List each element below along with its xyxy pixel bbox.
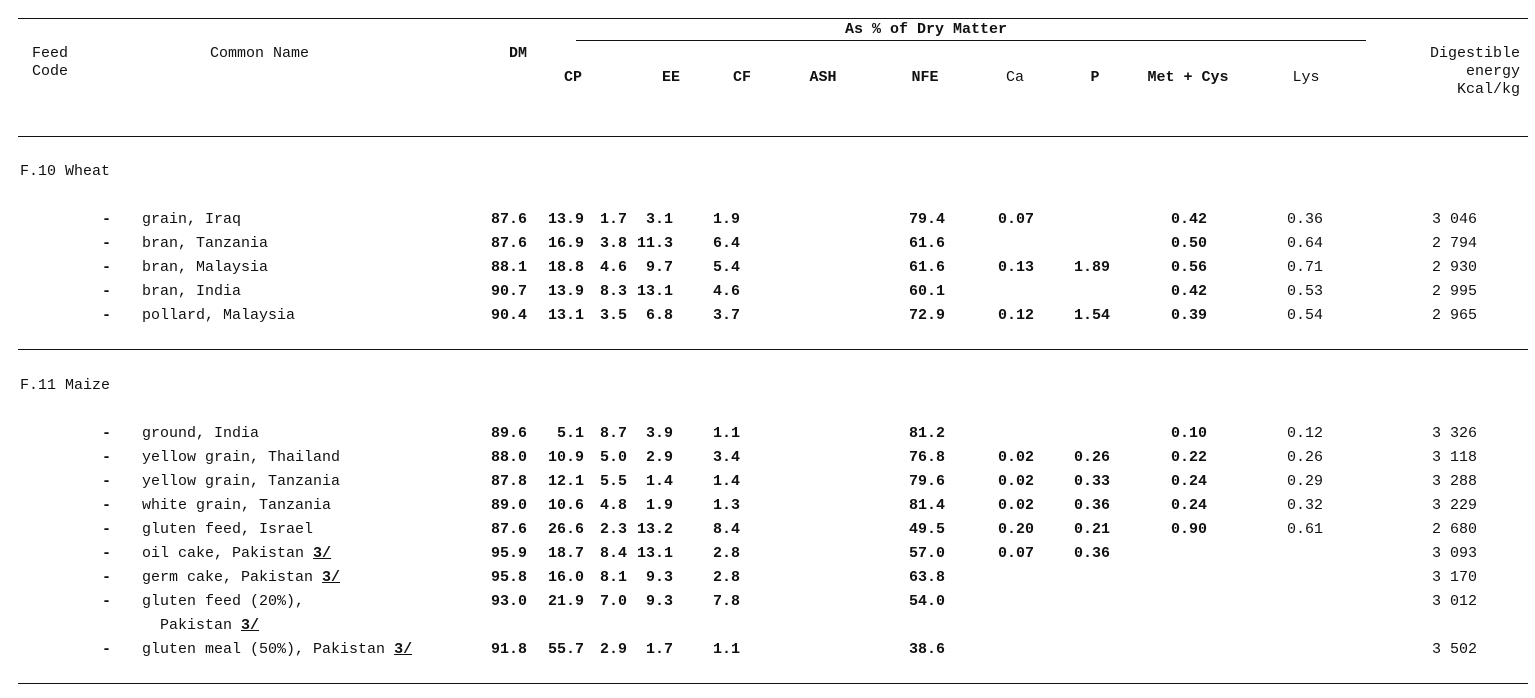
cell-nfe: 57.0 xyxy=(908,545,945,562)
cell-p: 0.36 xyxy=(1073,497,1110,514)
cell-digestible-energy: 3 288 xyxy=(1431,473,1477,490)
cell-p: 0.36 xyxy=(1073,545,1110,562)
column-header-cf: CF xyxy=(732,69,751,86)
cell-cp: 10.9 xyxy=(547,449,584,466)
cell-met-cys: 0.50 xyxy=(1170,235,1207,252)
row-dash: - xyxy=(102,211,112,228)
row-dash: - xyxy=(102,473,112,490)
row-name-text: gluten feed (20%), xyxy=(142,593,305,610)
column-header-ee: EE xyxy=(661,69,680,86)
cell-met-cys: 0.24 xyxy=(1170,473,1207,490)
row-common-name xyxy=(142,569,340,587)
cell-ash: 4.6 xyxy=(712,283,740,300)
cell-p: 0.21 xyxy=(1073,521,1110,538)
cell-digestible-energy: 2 794 xyxy=(1431,235,1477,252)
row-dash: - xyxy=(102,641,112,658)
row-name-text: bran, Tanzania xyxy=(142,235,269,252)
cell-dm: 88.1 xyxy=(490,259,527,276)
row-common-name xyxy=(142,497,331,515)
header-de-line1: Digestible xyxy=(1429,45,1520,62)
cell-cp: 13.9 xyxy=(547,211,584,228)
cell-ca: 0.02 xyxy=(997,473,1034,490)
row-name-text: germ cake, Pakistan xyxy=(142,569,314,586)
cell-cf: 1.7 xyxy=(645,641,673,658)
row-common-name xyxy=(142,211,241,229)
row-dash: - xyxy=(102,521,112,538)
cell-met-cys: 0.42 xyxy=(1170,283,1207,300)
cell-met-cys: 0.10 xyxy=(1170,425,1207,442)
header-feed-code-line1: Feed xyxy=(32,45,69,62)
cell-nfe: 61.6 xyxy=(908,259,945,276)
cell-lys: 0.29 xyxy=(1286,473,1323,490)
cell-p: 1.54 xyxy=(1073,307,1110,324)
cell-cf: 9.3 xyxy=(645,569,673,586)
row-common-name xyxy=(142,259,268,277)
cell-cp: 13.1 xyxy=(547,307,584,324)
row-dash: - xyxy=(102,235,112,252)
cell-cp: 5.1 xyxy=(556,425,584,442)
cell-cf: 3.1 xyxy=(645,211,673,228)
section-divider-rule xyxy=(18,349,1528,350)
header-de-line3: Kcal/kg xyxy=(1456,81,1520,98)
cell-ash: 3.7 xyxy=(712,307,740,324)
row-common-name xyxy=(142,545,331,563)
cell-ash: 3.4 xyxy=(712,449,740,466)
cell-nfe: 72.9 xyxy=(908,307,945,324)
row-name-text: yellow grain, Thailand xyxy=(142,449,341,466)
cell-cp: 16.9 xyxy=(547,235,584,252)
cell-met-cys: 0.90 xyxy=(1170,521,1207,538)
cell-ee: 5.0 xyxy=(599,449,627,466)
header-dm: DM xyxy=(509,45,528,62)
cell-ca: 0.07 xyxy=(997,545,1034,562)
cell-cf: 3.9 xyxy=(645,425,673,442)
cell-nfe: 60.1 xyxy=(908,283,945,300)
cell-ash: 2.8 xyxy=(712,545,740,562)
cell-nfe: 79.4 xyxy=(908,211,945,228)
cell-dm: 95.9 xyxy=(490,545,527,562)
cell-dm: 95.8 xyxy=(490,569,527,586)
cell-digestible-energy: 2 995 xyxy=(1431,283,1477,300)
row-common-name xyxy=(142,641,412,659)
cell-lys: 0.32 xyxy=(1286,497,1323,514)
cell-cf: 6.8 xyxy=(645,307,673,324)
section-title: F.11 Maize xyxy=(20,377,111,394)
cell-cp: 16.0 xyxy=(547,569,584,586)
cell-p: 0.26 xyxy=(1073,449,1110,466)
cell-digestible-energy: 3 502 xyxy=(1431,641,1477,658)
cell-cp: 55.7 xyxy=(547,641,584,658)
cell-ash: 8.4 xyxy=(712,521,740,538)
cell-digestible-energy: 3 170 xyxy=(1431,569,1477,586)
cell-cp: 18.7 xyxy=(547,545,584,562)
row-name-text: white grain, Tanzania xyxy=(142,497,332,514)
cell-nfe: 81.4 xyxy=(908,497,945,514)
cell-cf: 1.9 xyxy=(645,497,673,514)
cell-cp: 21.9 xyxy=(547,593,584,610)
cell-ee: 3.8 xyxy=(599,235,627,252)
cell-dm: 89.0 xyxy=(490,497,527,514)
cell-ee: 8.7 xyxy=(599,425,627,442)
cell-met-cys: 0.42 xyxy=(1170,211,1207,228)
row-name-text: Pakistan xyxy=(160,617,233,634)
row-dash: - xyxy=(102,307,112,324)
header-bottom-rule xyxy=(18,136,1528,137)
cell-dm: 88.0 xyxy=(490,449,527,466)
row-common-name xyxy=(142,593,304,611)
cell-ca: 0.20 xyxy=(997,521,1034,538)
cell-met-cys: 0.22 xyxy=(1170,449,1207,466)
cell-digestible-energy: 3 093 xyxy=(1431,545,1477,562)
cell-dm: 91.8 xyxy=(490,641,527,658)
cell-digestible-energy: 3 046 xyxy=(1431,211,1477,228)
row-dash: - xyxy=(102,497,112,514)
cell-cf: 13.1 xyxy=(636,283,673,300)
cell-lys: 0.12 xyxy=(1286,425,1323,442)
cell-ca: 0.02 xyxy=(997,497,1034,514)
cell-p: 0.33 xyxy=(1073,473,1110,490)
cell-lys: 0.26 xyxy=(1286,449,1323,466)
cell-ash: 5.4 xyxy=(712,259,740,276)
header-dry-matter-group: As % of Dry Matter xyxy=(844,21,1008,38)
header-common-name: Common Name xyxy=(210,45,310,62)
cell-ee: 3.5 xyxy=(599,307,627,324)
cell-digestible-energy: 3 229 xyxy=(1431,497,1477,514)
footnote-ref: 3/ xyxy=(241,617,260,634)
cell-met-cys: 0.39 xyxy=(1170,307,1207,324)
cell-dm: 90.7 xyxy=(490,283,527,300)
cell-ash: 1.3 xyxy=(712,497,740,514)
cell-met-cys: 0.24 xyxy=(1170,497,1207,514)
cell-digestible-energy: 3 012 xyxy=(1431,593,1477,610)
cell-ee: 1.7 xyxy=(599,211,627,228)
cell-ee: 8.4 xyxy=(599,545,627,562)
cell-cf: 9.7 xyxy=(645,259,673,276)
row-dash: - xyxy=(102,449,112,466)
cell-ee: 4.8 xyxy=(599,497,627,514)
cell-dm: 87.6 xyxy=(490,211,527,228)
cell-nfe: 79.6 xyxy=(908,473,945,490)
cell-lys: 0.71 xyxy=(1286,259,1323,276)
dry-matter-group-rule xyxy=(576,40,1366,41)
column-header-cp: CP xyxy=(563,69,582,86)
row-common-name-continued xyxy=(160,617,259,635)
cell-cf: 9.3 xyxy=(645,593,673,610)
column-header-p: P xyxy=(1090,69,1100,86)
cell-ash: 1.4 xyxy=(712,473,740,490)
row-name-text: bran, Malaysia xyxy=(142,259,269,276)
cell-ee: 2.3 xyxy=(599,521,627,538)
cell-ee: 8.1 xyxy=(599,569,627,586)
cell-ca: 0.13 xyxy=(997,259,1034,276)
cell-nfe: 38.6 xyxy=(908,641,945,658)
column-header-ash: ASH xyxy=(809,69,837,86)
header-feed-code-line2: Code xyxy=(32,63,69,80)
cell-cf: 13.2 xyxy=(636,521,673,538)
cell-cp: 10.6 xyxy=(547,497,584,514)
cell-lys: 0.53 xyxy=(1286,283,1323,300)
row-name-text: bran, India xyxy=(142,283,242,300)
cell-dm: 87.8 xyxy=(490,473,527,490)
cell-nfe: 63.8 xyxy=(908,569,945,586)
cell-digestible-energy: 2 680 xyxy=(1431,521,1477,538)
cell-ca: 0.12 xyxy=(997,307,1034,324)
row-common-name xyxy=(142,425,259,443)
cell-dm: 87.6 xyxy=(490,235,527,252)
row-dash: - xyxy=(102,283,112,300)
row-name-text: oil cake, Pakistan xyxy=(142,545,305,562)
cell-ash: 1.1 xyxy=(712,425,740,442)
cell-cp: 12.1 xyxy=(547,473,584,490)
footnote-ref: 3/ xyxy=(313,545,332,562)
cell-ca: 0.07 xyxy=(997,211,1034,228)
row-common-name xyxy=(142,473,340,491)
cell-ee: 2.9 xyxy=(599,641,627,658)
cell-cf: 13.1 xyxy=(636,545,673,562)
cell-lys: 0.64 xyxy=(1286,235,1323,252)
row-common-name xyxy=(142,235,268,253)
cell-ee: 8.3 xyxy=(599,283,627,300)
bottom-rule xyxy=(18,683,1528,684)
cell-ca: 0.02 xyxy=(997,449,1034,466)
cell-lys: 0.54 xyxy=(1286,307,1323,324)
cell-cf: 1.4 xyxy=(645,473,673,490)
cell-ash: 1.1 xyxy=(712,641,740,658)
cell-digestible-energy: 3 326 xyxy=(1431,425,1477,442)
row-name-text: gluten feed, Israel xyxy=(142,521,314,538)
cell-ee: 4.6 xyxy=(599,259,627,276)
row-dash: - xyxy=(102,545,112,562)
row-common-name xyxy=(142,449,340,467)
section-title: F.10 Wheat xyxy=(20,163,111,180)
cell-cp: 13.9 xyxy=(547,283,584,300)
cell-nfe: 76.8 xyxy=(908,449,945,466)
cell-digestible-energy: 2 930 xyxy=(1431,259,1477,276)
column-header-nfe: NFE xyxy=(911,69,939,86)
cell-nfe: 54.0 xyxy=(908,593,945,610)
cell-lys: 0.61 xyxy=(1286,521,1323,538)
cell-dm: 93.0 xyxy=(490,593,527,610)
cell-p: 1.89 xyxy=(1073,259,1110,276)
row-name-text: grain, Iraq xyxy=(142,211,242,228)
footnote-ref: 3/ xyxy=(394,641,413,658)
cell-dm: 89.6 xyxy=(490,425,527,442)
header-de-line2: energy xyxy=(1465,63,1520,80)
cell-dm: 87.6 xyxy=(490,521,527,538)
cell-nfe: 81.2 xyxy=(908,425,945,442)
cell-met-cys: 0.56 xyxy=(1170,259,1207,276)
column-header-ca: Ca xyxy=(1005,69,1024,86)
cell-nfe: 61.6 xyxy=(908,235,945,252)
cell-ee: 7.0 xyxy=(599,593,627,610)
row-name-text: pollard, Malaysia xyxy=(142,307,296,324)
cell-dm: 90.4 xyxy=(490,307,527,324)
row-name-text: ground, India xyxy=(142,425,260,442)
top-rule xyxy=(18,18,1528,19)
cell-digestible-energy: 2 965 xyxy=(1431,307,1477,324)
column-header-met-cys: Met + Cys xyxy=(1147,69,1229,86)
row-name-text: yellow grain, Tanzania xyxy=(142,473,341,490)
footnote-ref: 3/ xyxy=(322,569,341,586)
header-feed-code xyxy=(32,45,68,81)
header-digestible-energy xyxy=(1380,45,1520,99)
cell-cp: 18.8 xyxy=(547,259,584,276)
cell-cf: 2.9 xyxy=(645,449,673,466)
cell-nfe: 49.5 xyxy=(908,521,945,538)
cell-ash: 6.4 xyxy=(712,235,740,252)
cell-ash: 2.8 xyxy=(712,569,740,586)
row-common-name xyxy=(142,283,241,301)
row-common-name xyxy=(142,521,313,539)
cell-cf: 11.3 xyxy=(636,235,673,252)
row-dash: - xyxy=(102,569,112,586)
row-dash: - xyxy=(102,593,112,610)
cell-ash: 7.8 xyxy=(712,593,740,610)
cell-lys: 0.36 xyxy=(1286,211,1323,228)
cell-digestible-energy: 3 118 xyxy=(1431,449,1477,466)
row-common-name xyxy=(142,307,295,325)
cell-ee: 5.5 xyxy=(599,473,627,490)
row-dash: - xyxy=(102,425,112,442)
cell-ash: 1.9 xyxy=(712,211,740,228)
column-header-lys: Lys xyxy=(1292,69,1320,86)
row-dash: - xyxy=(102,259,112,276)
cell-cp: 26.6 xyxy=(547,521,584,538)
row-name-text: gluten meal (50%), Pakistan xyxy=(142,641,386,658)
